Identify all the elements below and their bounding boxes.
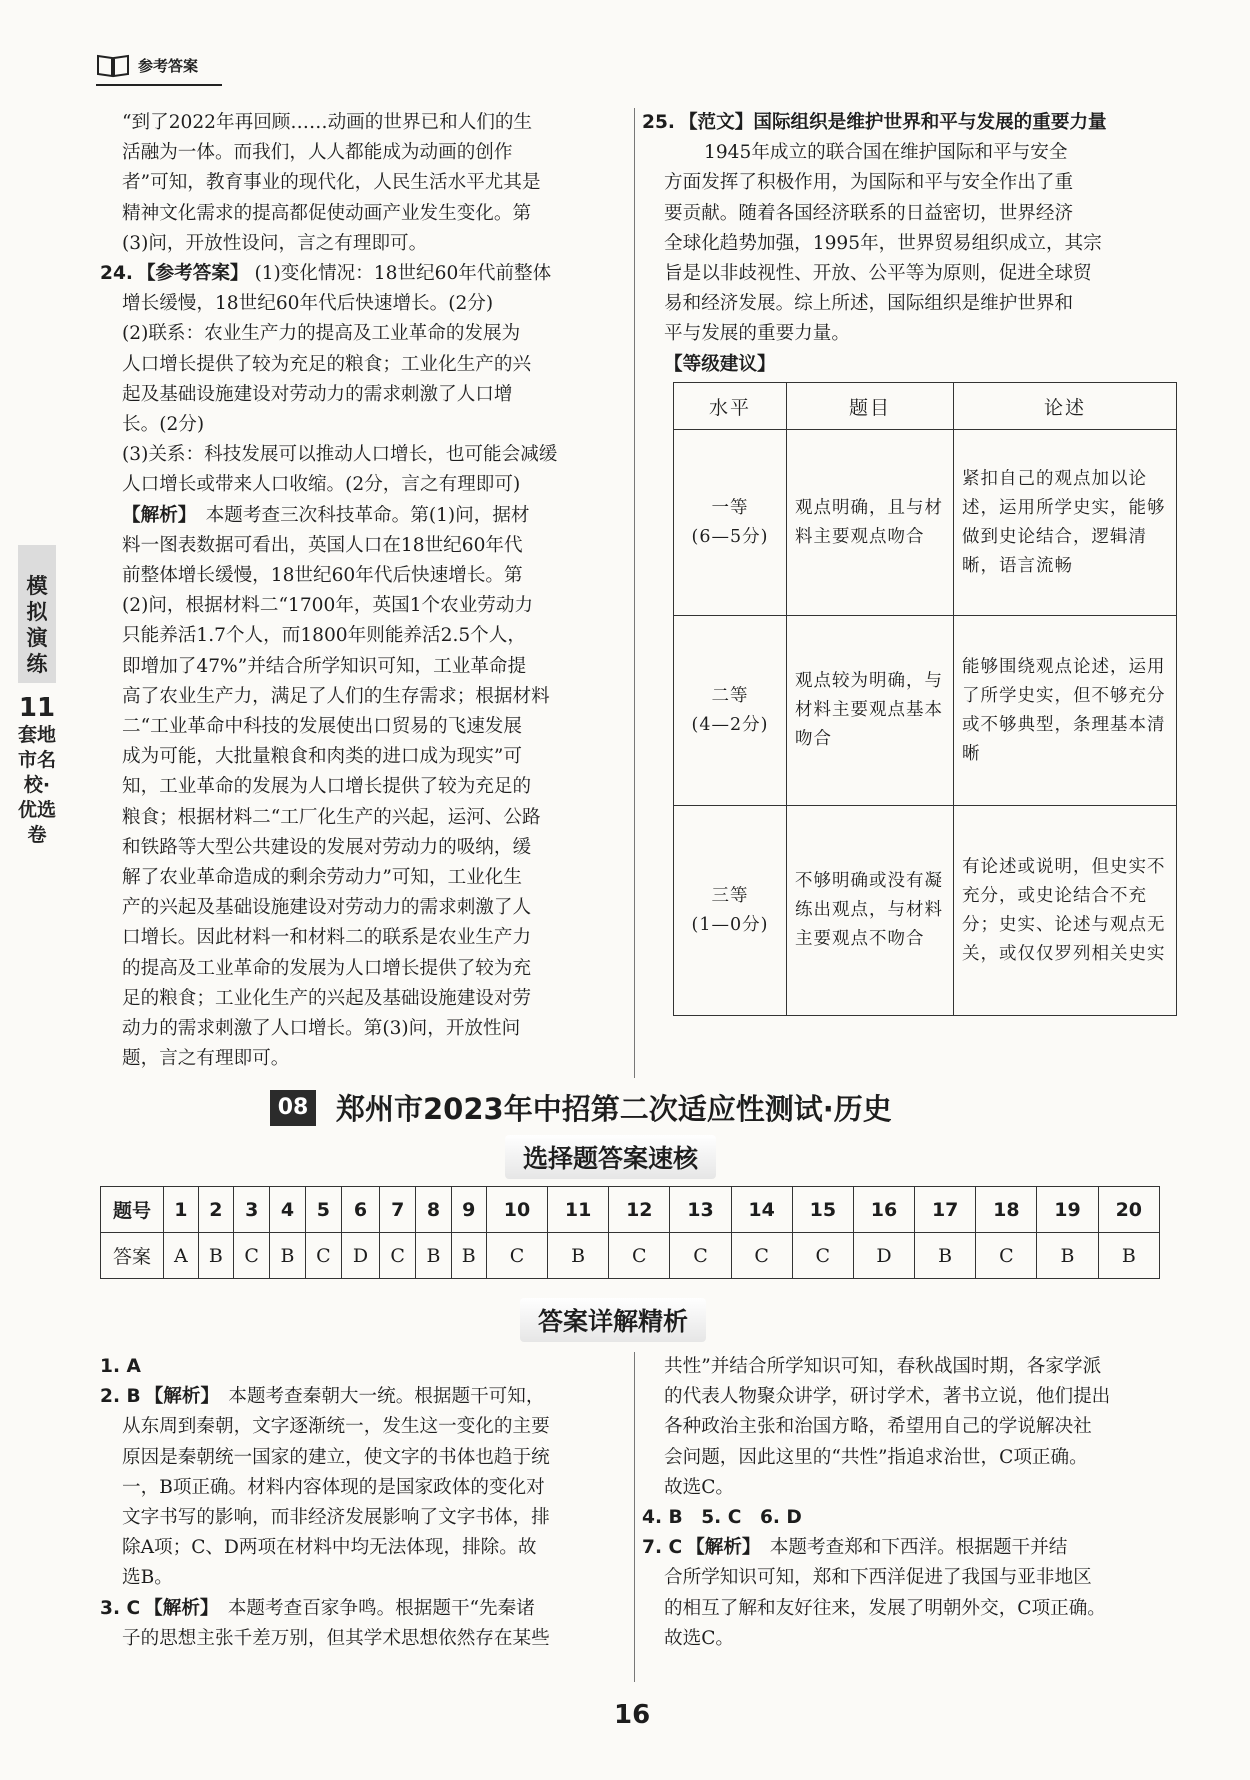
answer-7-tag: 【解析】 xyxy=(686,1537,752,1559)
grade-topic-cell: 不够明确或没有凝练出观点，与材料主要观点不吻合 xyxy=(787,806,954,1016)
answer-1: 1. A xyxy=(100,1356,141,1377)
essay-line: 旨是以非歧视性、开放、公平等为原则，促进全球贸 xyxy=(664,263,1092,285)
header-label: 参考答案 xyxy=(138,56,199,75)
answer-number-row xyxy=(101,1187,1160,1233)
text-line: (2)联系：农业生产力的提高及工业革命的发展为 xyxy=(122,323,521,345)
answer-number-cell: 18 xyxy=(976,1187,1037,1233)
answer-number-cell: 20 xyxy=(1098,1187,1159,1233)
answer-2-tag: 【解析】 xyxy=(144,1386,210,1408)
answer-3-first: 本题考查百家争鸣。根据题干“先秦诸 xyxy=(227,1597,535,1619)
answer-number-cell: 16 xyxy=(853,1187,914,1233)
text-line: 合所学知识可知，郑和下西洋促进了我国与亚非地区 xyxy=(664,1567,1092,1589)
text-line: 人口增长提供了较为充足的粮食；工业化生产的兴 xyxy=(122,353,532,375)
text-line: 高了农业生产力，满足了人们的生存需求；根据材料 xyxy=(122,685,550,707)
essay-line: 方面发挥了积极作用，为国际和平与安全作出了重 xyxy=(664,172,1074,194)
answer-value-cell: B xyxy=(1098,1233,1159,1279)
text-line: 只能养活1.7个人，而1800年则能养活2.5个人， xyxy=(122,625,526,647)
answer-value-cell: C xyxy=(486,1233,547,1279)
side-tab-top: 模拟演练 xyxy=(18,545,56,683)
answer-number-cell: 8 xyxy=(416,1187,451,1233)
text-line: 产的兴起及基础设施建设对劳动力的需求刺激了人 xyxy=(122,897,532,919)
page-number: 16 xyxy=(614,1700,651,1730)
answer-number-cell: 4 xyxy=(270,1187,305,1233)
grade-argument-cell: 能够围绕观点论述，运用了所学史实，但不够充分或不够典型，条理基本清晰 xyxy=(954,616,1177,806)
text-line: 会问题，因此这里的“共性”指追求治世，C项正确。 xyxy=(664,1446,1088,1468)
column-divider-lower xyxy=(634,1352,635,1682)
table-row xyxy=(674,806,1177,1016)
q24-analysis-first: 本题考查三次科技革命。第(1)问，据材 xyxy=(205,504,530,526)
answer-3-head: 3. C xyxy=(100,1597,141,1619)
text-line: 成为可能，大批量粮食和肉类的进口成为现实”可 xyxy=(122,746,522,768)
level-name: 二等 xyxy=(711,685,749,706)
text-line: (3)关系：科技发展可以推动人口增长，也可能会减缓 xyxy=(122,444,558,466)
q24-tag: 【参考答案】 xyxy=(136,263,249,285)
text-line: 增长缓慢，18世纪60年代后快速增长。(2分) xyxy=(122,293,494,315)
answer-number-cell: 2 xyxy=(198,1187,233,1233)
grade-topic-cell: 观点较为明确，与材料主要观点基本吻合 xyxy=(787,616,954,806)
grade-table-header xyxy=(674,383,1177,430)
q25-title: 国际组织是维护世界和平与发展的重要力量 xyxy=(753,112,1107,133)
answer-7-first: 本题考查郑和下西洋。根据题干并结 xyxy=(769,1537,1068,1559)
answer-value-cell: B xyxy=(548,1233,609,1279)
text-line: 文字书写的影响，而非经济发展影响了文字书体，排 xyxy=(122,1507,550,1529)
quick-check-banner: 选择题答案速核 xyxy=(505,1135,716,1179)
text-line: 前整体增长缓慢，18世纪60年代后快速增长。第 xyxy=(122,565,523,587)
text-line: 口增长。因此材料一和材料二的联系是农业生产力 xyxy=(122,927,532,949)
grade-table xyxy=(673,382,1177,1016)
text-line: 各种政治主张和治国方略，希望用自己的学说解决社 xyxy=(664,1416,1092,1438)
answer-value-cell: D xyxy=(342,1233,380,1279)
section-title xyxy=(270,1087,892,1128)
answer-header-q: 题号 xyxy=(101,1187,164,1233)
answer-7-first-line xyxy=(642,1533,1182,1563)
answer-value-cell: B xyxy=(451,1233,486,1279)
answer-value-cell: C xyxy=(233,1233,269,1279)
grade-topic-cell: 观点明确，且与材料主要观点吻合 xyxy=(787,430,954,616)
text-line: 动力的需求刺激了人口增长。第(3)问，开放性问 xyxy=(122,1018,521,1040)
text-line: 的相互了解和友好往来，发展了明朝外交，C项正确。 xyxy=(664,1597,1106,1619)
text-line: 二“工业革命中科技的发展使出口贸易的飞速发展 xyxy=(122,716,522,738)
level-score: (6—5分) xyxy=(691,526,769,547)
side-tab-rest: 套地市名校·优选卷 xyxy=(18,724,57,846)
page-header xyxy=(96,52,198,78)
text-line: 的代表人物聚众讲学，研讨学术，著书立说，他们提出 xyxy=(664,1386,1111,1408)
answer-value-cell: C xyxy=(731,1233,792,1279)
text-line: 长。(2分) xyxy=(122,414,205,436)
answer-number-cell: 19 xyxy=(1037,1187,1098,1233)
answer-header-a: 答案 xyxy=(101,1233,164,1279)
section-title-text: 郑州市2023年中招第二次适应性测试·历史 xyxy=(336,1092,892,1126)
answer-number-cell: 7 xyxy=(379,1187,415,1233)
side-tab-number: 11 xyxy=(18,693,56,723)
answer-number-cell: 9 xyxy=(451,1187,486,1233)
level-score: (4—2分) xyxy=(691,714,769,735)
answer-2-head: 2. B xyxy=(100,1386,141,1408)
text-line: 题，言之有理即可。 xyxy=(122,1048,290,1070)
answer-number-cell: 17 xyxy=(915,1187,976,1233)
text-line: 足的粮食；工业化生产的兴起及基础设施建设对劳 xyxy=(122,987,532,1009)
answer-value-cell: C xyxy=(976,1233,1037,1279)
q24-first-text: (1)变化情况：18世纪60年代前整体 xyxy=(254,263,552,285)
side-tab xyxy=(18,545,56,848)
grade-argument-cell: 紧扣自己的观点加以论述，运用所学史实，能够做到史论结合，逻辑清晰，语言流畅 xyxy=(954,430,1177,616)
grade-header-topic: 题目 xyxy=(787,383,954,430)
text-line: (2)问，根据材料二“1700年，英国1个农业劳动力 xyxy=(122,595,534,617)
answer-value-cell: A xyxy=(164,1233,199,1279)
text-line: 原因是秦朝统一国家的建立，使文字的书体也趋于统 xyxy=(122,1446,550,1468)
level-name: 三等 xyxy=(711,885,749,906)
text-line: 一，B项正确。材料内容体现的是国家政体的变化对 xyxy=(122,1476,545,1498)
answer-number-cell: 3 xyxy=(233,1187,269,1233)
answer-table xyxy=(100,1186,1160,1279)
answer-value-cell: B xyxy=(270,1233,305,1279)
left-column xyxy=(100,108,628,1075)
text-line: 料一图表数据可看出，英国人口在18世纪60年代 xyxy=(122,534,523,556)
book-icon xyxy=(96,52,130,78)
q25-number: 25. xyxy=(642,112,675,133)
grade-argument-cell: 有论述或说明，但史实不充分，或史论结合不充分；史实、论述与观点无关，或仅仅罗列相关史实 xyxy=(954,806,1177,1016)
text-line: 故选C。 xyxy=(664,1627,735,1649)
answer-7-head: 7. C xyxy=(642,1537,683,1559)
grade-header-argument: 论述 xyxy=(954,383,1177,430)
grade-level-cell xyxy=(674,616,787,806)
q24-analysis-first-line xyxy=(100,501,628,531)
answer-value-cell: D xyxy=(853,1233,914,1279)
answer-value-cell: C xyxy=(305,1233,341,1279)
text-line: 活融为一体。而我们，人人都能成为动画的创作 xyxy=(122,142,513,164)
right-column xyxy=(642,108,1182,380)
lower-left-column xyxy=(100,1352,628,1654)
text-line: 故选C。 xyxy=(664,1476,735,1498)
grade-level-cell xyxy=(674,806,787,1016)
text-line: 从东周到秦朝，文字逐渐统一，发生这一变化的主要 xyxy=(122,1416,550,1438)
essay-line: 易和经济发展。综上所述，国际组织是维护世界和 xyxy=(664,293,1074,315)
answer-value-cell: B xyxy=(198,1233,233,1279)
answer-number-cell: 6 xyxy=(342,1187,380,1233)
text-line: (3)问，开放性设问，言之有理即可。 xyxy=(122,232,428,254)
answer-value-cell: B xyxy=(416,1233,451,1279)
grade-tag: 【等级建议】 xyxy=(664,353,776,375)
answers-4-6: 4. B 5. C 6. D xyxy=(642,1507,802,1529)
answer-value-row xyxy=(101,1233,1160,1279)
table-row xyxy=(674,616,1177,806)
essay-line: 平与发展的重要力量。 xyxy=(664,323,850,345)
column-divider xyxy=(634,108,635,1078)
level-score: (1—0分) xyxy=(691,914,769,935)
q24-first-line xyxy=(100,259,628,289)
text-line: 解了农业革命造成的剩余劳动力”可知，工业化生 xyxy=(122,867,522,889)
q25-heading xyxy=(642,108,1182,138)
answer-number-cell: 15 xyxy=(792,1187,853,1233)
text-line: 人口增长或带来人口收缩。(2分，言之有理即可) xyxy=(122,474,521,496)
answer-number-cell: 14 xyxy=(731,1187,792,1233)
answer-number-cell: 12 xyxy=(609,1187,670,1233)
answer-value-cell: B xyxy=(915,1233,976,1279)
essay-line: 全球化趋势加强，1995年，世界贸易组织成立，其宗 xyxy=(664,232,1102,254)
grade-header-level: 水平 xyxy=(674,383,787,430)
text-line: 即增加了47%”并结合所学知识可知，工业革命提 xyxy=(122,655,527,677)
detail-banner: 答案详解精析 xyxy=(520,1298,706,1342)
text-line: 者”可知，教育事业的现代化，人民生活水平尤其是 xyxy=(122,172,541,194)
grade-level-cell xyxy=(674,430,787,616)
answer-value-cell: C xyxy=(379,1233,415,1279)
answer-value-cell: C xyxy=(792,1233,853,1279)
answer-3-first-line xyxy=(100,1594,628,1624)
text-line: 精神文化需求的提高都促使动画产业发生变化。第 xyxy=(122,202,532,224)
answer-number-cell: 1 xyxy=(164,1187,199,1233)
text-line: 粮食；根据材料二“工厂化生产的兴起，运河、公路 xyxy=(122,806,541,828)
lower-right-column xyxy=(642,1352,1182,1654)
table-row xyxy=(674,430,1177,616)
answer-value-cell: C xyxy=(609,1233,670,1279)
answer-3-tag: 【解析】 xyxy=(144,1597,210,1619)
section-badge: 08 xyxy=(270,1090,316,1126)
answer-number-cell: 11 xyxy=(548,1187,609,1233)
essay-line: 1945年成立的联合国在维护国际和平与安全 xyxy=(704,142,1068,164)
essay-line: 要贡献。随着各国经济联系的日益密切，世界经济 xyxy=(664,202,1074,224)
q24-number: 24. xyxy=(100,263,133,285)
text-line: “到了2022年再回顾……动画的世界已和人们的生 xyxy=(122,112,533,133)
answer-value-cell: B xyxy=(1037,1233,1098,1279)
answer-2-first: 本题考查秦朝大一统。根据题干可知， xyxy=(228,1386,545,1408)
q25-tag: 【范文】 xyxy=(678,112,754,133)
text-line: 的提高及工业革命的发展为人口增长提供了较为充 xyxy=(122,957,532,979)
text-line: 子的思想主张千差万别，但其学术思想依然存在某些 xyxy=(122,1627,550,1649)
header-rule xyxy=(96,84,222,86)
text-line: 知，工业革命的发展为人口增长提供了较为充足的 xyxy=(122,776,532,798)
level-name: 一等 xyxy=(711,497,749,518)
answer-number-cell: 10 xyxy=(486,1187,547,1233)
answer-number-cell: 5 xyxy=(305,1187,341,1233)
answer-value-cell: C xyxy=(670,1233,731,1279)
text-line: 和铁路等大型公共建设的发展对劳动力的吸纳，缓 xyxy=(122,836,532,858)
answer-2-first-line xyxy=(100,1382,628,1412)
text-line: 起及基础设施建设对劳动力的需求刺激了人口增 xyxy=(122,383,513,405)
text-line: 共性”并结合所学知识可知，春秋战国时期，各家学派 xyxy=(664,1356,1102,1377)
answer-number-cell: 13 xyxy=(670,1187,731,1233)
q24-analysis-tag: 【解析】 xyxy=(122,504,188,526)
text-line: 选B。 xyxy=(122,1567,173,1589)
text-line: 除A项；C、D两项在材料中均无法体现，排除。故 xyxy=(122,1537,537,1559)
